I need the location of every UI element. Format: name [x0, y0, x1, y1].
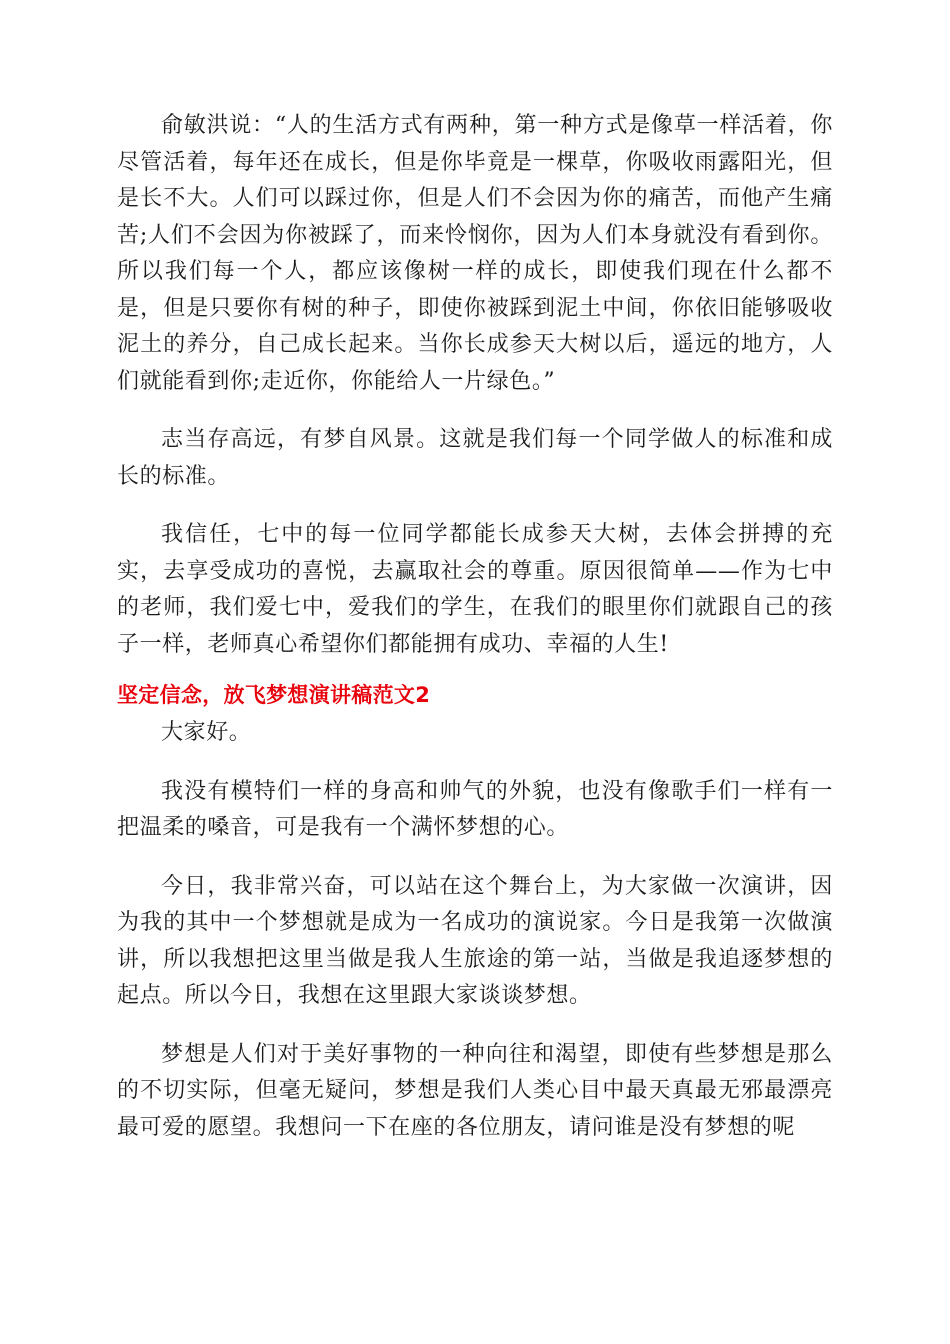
paragraph-greeting: 大家好。: [161, 720, 252, 745]
document-body: [117, 108, 833, 1168]
paragraph-no-model-looks: 我没有模特们一样的身高和帅气的外貌，也没有像歌手们一样有一把温柔的嗓音，可是我有一个满怀梦想的心。: [117, 778, 833, 840]
paragraph-first-speech: 今日，我非常兴奋，可以站在这个舞台上，为大家做一次演讲，因为我的其中一个梦想就是成为一名成功的演说家。今日是我第一次做演讲，所以我想把这里当做是我人生旅途的第一站，当做是我追逐梦想的起点。所以今日，我想在这里跟大家谈谈梦想。: [117, 873, 833, 1008]
section-heading: 坚定信念，放飞梦想演讲稿范文2: [117, 683, 431, 707]
paragraph-ambition: 志当存高远，有梦自风景。这就是我们每一个同学做人的标准和成长的标准。: [117, 427, 833, 489]
paragraph-yu-minhong-quote: 俞敏洪说：“人的生活方式有两种，第一种方式是像草一样活着，你尽管活着，每年还在成长，但是你毕竟是一棵草，你吸收雨露阳光，但是长不大。人们可以踩过你，但是人们不会因为你的痛苦，而他产生痛苦;人们不会因为你被踩了，而来怜悯你，因为人们本身就没有看到你。所以我们每一个人，都应该像树一样的成长，即使我们现在什么都不是，但是只要你有树的种子，即使你被踩到泥土中间，你依旧能够吸收泥土的养分，自己成长起来。当你长成参天大树以后，遥远的地方，人们就能看到你;走近你，你能给人一片绿色。”: [117, 113, 833, 394]
paragraph-what-is-dream: 梦想是人们对于美好事物的一种向往和渴望，即使有些梦想是那么的不切实际，但毫无疑问，梦想是我们人类心目中最天真最无邪最漂亮最可爱的愿望。我想问一下在座的各位朋友，请问谁是没有梦想的呢: [117, 1041, 833, 1140]
paragraph-teacher-belief: 我信任，七中的每一位同学都能长成参天大树，去体会拼搏的充实，去享受成功的喜悦，去赢取社会的尊重。原因很简单——作为七中的老师，我们爱七中，爱我们的学生，在我们的眼里你们就跟自己的孩子一样，老师真心希望你们都能拥有成功、幸福的人生!: [117, 522, 833, 657]
